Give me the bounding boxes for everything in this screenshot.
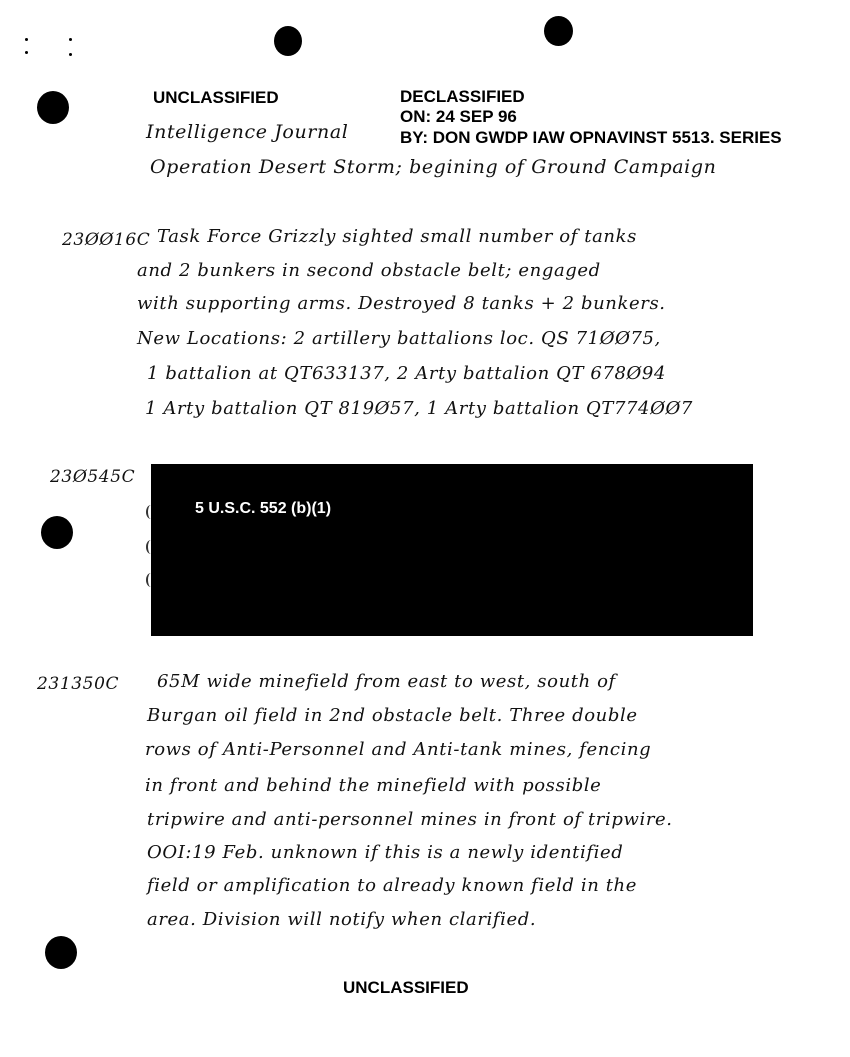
speck-mark [25,38,28,41]
entry-line: tripwire and anti-personnel mines in front of tripwire. [147,809,673,830]
punch-hole-left-middle [41,516,73,549]
journal-subtitle: Operation Desert Storm; begining of Ground Campaign [150,156,717,178]
entry-line: in front and behind the minefield with possible [145,775,602,796]
speck-mark [69,53,72,56]
punch-hole-top-right [544,16,573,46]
entry-line: and 2 bunkers in second obstacle belt; engaged [137,260,601,281]
redaction-block [151,464,753,636]
entry-line: 1 Arty battalion QT 819Ø57, 1 Arty battalion QT774ØØ7 [145,398,693,419]
entry-time: 23Ø545C [50,467,136,487]
entry-line: field or amplification to already known field in the [147,875,638,896]
punch-hole-top-left [274,26,302,56]
punch-hole-left-lower [45,936,77,969]
entry-line: 1 battalion at QT633137, 2 Arty battalion QT 678Ø94 [147,363,667,384]
entry-line: rows of Anti-Personnel and Anti-tank mines, fencing [145,739,652,760]
entry-line: 65M wide minefield from east to west, south of [157,671,616,692]
entry-line: OOI:19 Feb. unknown if this is a newly identified [147,842,624,863]
journal-title: Intelligence Journal [146,121,349,143]
entry-time: 231350C [37,674,120,694]
entry-line: Task Force Grizzly sighted small number of tanks [157,226,637,247]
classification-bottom: UNCLASSIFIED [343,978,469,997]
entry-line: New Locations: 2 artillery battalions loc. QS 71ØØ75, [137,328,661,349]
entry-time: 23ØØ16C [62,230,151,250]
entry-line: Burgan oil field in 2nd obstacle belt. Three double [147,705,638,726]
entry-line: area. Division will notify when clarified. [147,909,537,930]
speck-mark [69,38,72,41]
entry-line: with supporting arms. Destroyed 8 tanks + 2 bunkers. [137,293,666,314]
classification-top: UNCLASSIFIED [153,88,279,107]
punch-hole-left-upper [37,91,69,124]
declassified-label: DECLASSIFIED [400,87,525,106]
redaction-exemption-label: 5 U.S.C. 552 (b)(1) [195,500,332,517]
declassified-on: ON: 24 SEP 96 [400,107,517,126]
speck-mark [25,51,28,54]
declassified-by: BY: DON GWDP IAW OPNAVINST 5513. SERIES [400,128,782,147]
